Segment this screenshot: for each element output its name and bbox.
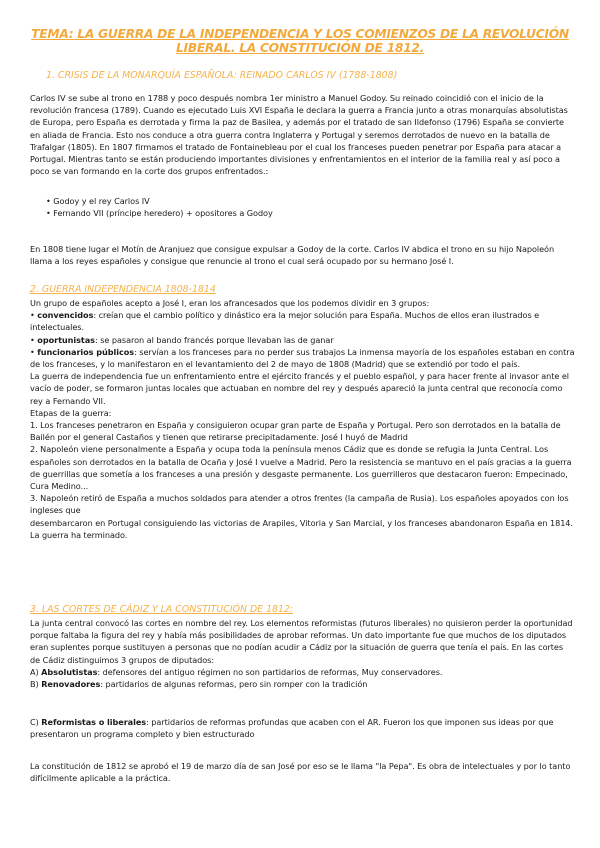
section-body-cortes bbox=[30, 617, 575, 690]
term-absolutistas: Absolutistas bbox=[41, 666, 98, 677]
list-item bbox=[30, 716, 575, 740]
list-item: 1. Los franceses penetraron en España y consiguieron ocupar gran parte de España y Portugal. Pero son derrotados en la batalla de Bailén por el general Castaños y tienen que retirarse precipitadamente. José I huyó de Madrid bbox=[30, 420, 561, 443]
term-description: : defensores del antiguo régimen no son partidarios de reformas, Muy conservadores. bbox=[97, 666, 443, 677]
bullet-glyph: • bbox=[30, 310, 35, 321]
item-prefix: C) bbox=[30, 717, 42, 727]
paragraph-motin-aranjuez bbox=[30, 243, 575, 267]
list-item: • Fernando VII (príncipe heredero) + opositores a Godoy bbox=[46, 208, 273, 219]
list-item bbox=[30, 334, 575, 346]
term-description: : partidarios de algunas reformas, pero sin romper con la tradición bbox=[100, 679, 368, 690]
paragraph-text: La constitución de 1812 se aprobó el 19 de marzo día de san José por eso se le llama "la Pepa". Es obra de intelectuales y por lo tanto difícilmente aplicable a la práctica. bbox=[30, 761, 571, 784]
list-item bbox=[30, 666, 575, 678]
section-heading-crisis: 1. CRISIS DE LA MONARQUÍA ESPAÑOLA: REINADO CARLOS IV (1788-1808) bbox=[46, 70, 398, 81]
list-item: desembarcaron en Portugal consiguiendo las victorias de Arapiles, Vitoria y San Marcial, y los franceses abandonaron España en 1814. La guerra ha terminado. bbox=[30, 517, 573, 540]
section-heading-cortes: 3. LAS CORTES DE CÁDIZ Y LA CONSTITUCIÓN DE 1812: bbox=[30, 604, 294, 615]
list-item: 3. Napoleón retiró de España a muchos soldados para atender a otros frentes (la campaña de Rusia). Los españoles apoyados con los ingleses que bbox=[30, 493, 569, 516]
etapas-title: Etapas de la guerra: bbox=[30, 407, 112, 418]
paragraph-constitucion-1812 bbox=[30, 760, 575, 784]
paragraph-carlos-iv bbox=[30, 92, 575, 177]
list-item: • Godoy y el rey Carlos IV bbox=[46, 196, 150, 206]
paragraph-text: La guerra de independencia fue un enfrentamiento entre el ejército francés y el pueblo español, y para hacer frente al invasor ante el vacío de poder, se formaron juntas locales que actuaban en nombre del rey y después apareció la junta central que reconocía como rey a Fernando VII. bbox=[30, 371, 570, 406]
list-item: 2. Napoleón viene personalmente a España y ocupa toda la península menos Cádiz que es donde se refugia la Junta Central. Los españoles son derrotados en la batalla de Ocaña y José I vuelve a Madrid. Pero la resistencia se mantuvo en el país gracias a la guerra de guerrillas que sometía a los franceses a una presión y desgaste permanente. Los guerrilleros que destacaron fueron: Empecinado, Cura Medino... bbox=[30, 444, 572, 492]
term-oportunistas: oportunistas bbox=[37, 334, 95, 345]
section-heading-guerra: 2. GUERRA INDEPENDENCIA 1808-1814 bbox=[30, 284, 216, 295]
paragraph-text: En 1808 tiene lugar el Motín de Aranjuez que consigue expulsar a Godoy de la corte. Carlos IV abdica el trono en su hijo Napoleón llama a los reyes españoles y consigue que renuncie al trono el cual será ocupado por su hermano José I. bbox=[30, 244, 555, 267]
term-description: : servían a los franceses para no perder sus trabajos La inmensa mayoría de los españoles estaban en contra de los franceses, y lo manifestaron en el levantamiento del 2 de mayo de 1808 (Madrid) que se extendió por todo el país. bbox=[30, 346, 575, 370]
term-funcionarios: funcionarios públicos bbox=[37, 346, 135, 357]
term-description: : se pasaron al bando francés porque llevaban las de ganar bbox=[94, 334, 334, 345]
bullet-list-grupos bbox=[30, 195, 575, 219]
section-body-guerra bbox=[30, 297, 575, 541]
list-item bbox=[30, 346, 575, 370]
paragraph-text: Carlos IV se sube al trono en 1788 y poco después nombra 1er ministro a Manuel Godoy. Su reinado coincidió con el inicio de la revolución francesa (1789). Cuando es ejecutado Luis XVI España le declara la guerra a Francia junto a otras monarquías absolutistas de Europa, pero España es derrotada y firma la paz de Basilea, y además por el tratado de san Ildefonso (1796) España se convierte en aliada de Francia. Esto nos conduce a otra guerra contra Inglaterra y Portugal y seremos derrotados de nuevo en la batalla de Trafalgar (1805). En 1807 firmamos el tratado de Fontainebleau por el cual los franceses pueden penetrar por España para atacar a Portugal. Mientras tanto se están produciendo importantes divisiones y enfrentamientos en el interior de la familia real y así poco a poco se van formando en la corte dos grupos enfrentados.: bbox=[30, 93, 568, 177]
list-item bbox=[30, 678, 575, 690]
term-description: : creían que el cambio político y dinástico era la mejor solución para España. Muchos de ellos eran ilustrados e intelectuales. bbox=[30, 310, 540, 333]
paragraph-reformistas bbox=[30, 716, 575, 740]
term-reformistas: Reformistas o liberales bbox=[41, 717, 147, 727]
paragraph-text: La junta central convocó las cortes en nombre del rey. Los elementos reformistas (futuros liberales) no quisieron perder la oportunidad porque faltaba la figura del rey y había más posibilidades de aprobar reformas. Un dato importante fue que muchos de los diputados eran suplentes porque sustituyen a personas que no podían acudir a Cádiz por la situación de guerra que tenía el país. En las cortes de Cádiz distinguimos 3 grupos de diputados: bbox=[30, 618, 573, 665]
term-convencidos: convencidos bbox=[37, 310, 94, 321]
bullet-glyph: • bbox=[30, 334, 35, 345]
item-prefix: A) bbox=[30, 666, 42, 677]
list-item bbox=[30, 309, 575, 333]
term-description: : partidarios de reformas profundas que acaben con el AR. Fueron los que imponen sus ideas por que presentaron un programa completo y bien estructurado bbox=[30, 717, 554, 740]
bullet-glyph: • bbox=[30, 346, 35, 357]
document-title: TEMA: LA GUERRA DE LA INDEPENDENCIA Y LOS COMIENZOS DE LA REVOLUCIÓN LIBERAL. LA CONSTITUCIÓN DE 1812. bbox=[31, 27, 569, 55]
paragraph-text: Un grupo de españoles acepto a José I, eran los afrancesados que los podemos dividir en 3 grupos: bbox=[30, 298, 430, 308]
term-renovadores: Renovadores bbox=[41, 679, 101, 690]
item-prefix: B) bbox=[30, 679, 42, 690]
